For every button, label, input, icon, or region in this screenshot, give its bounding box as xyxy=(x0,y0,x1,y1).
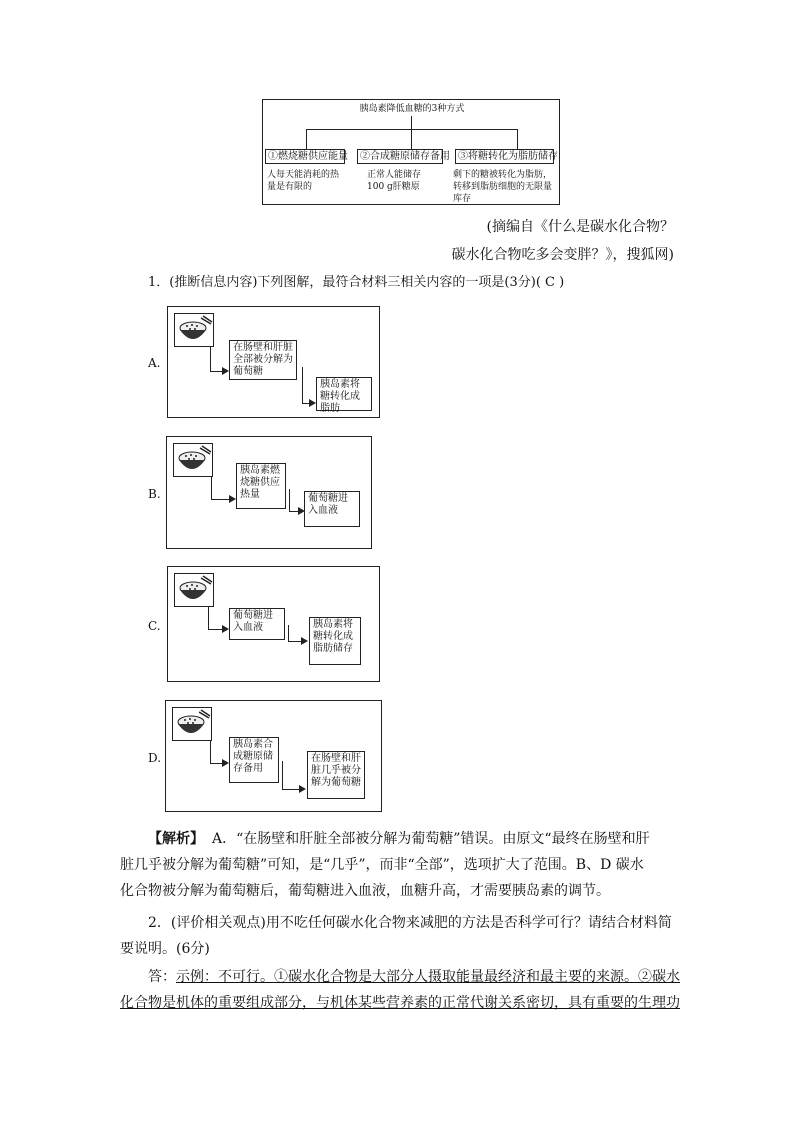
arrow-icon xyxy=(222,367,229,375)
connector xyxy=(302,367,303,403)
option-d-box-2: 在肠壁和肝脏几乎被分解为葡萄糖 xyxy=(307,751,365,799)
diagram-trunk xyxy=(411,116,412,129)
answer-prefix: 答： xyxy=(148,969,176,985)
option-d-box-1: 胰岛素合成糖原储存备用 xyxy=(229,737,279,783)
answer-line-1 xyxy=(148,964,680,990)
analysis-line-2: 脏几乎被分解为葡萄糖”可知，是“几乎”，而非“全部”，选项扩大了范围。B、D 碳水 xyxy=(120,857,644,873)
question-1: 1．(推断信息内容)下列图解，最符合材料三相关内容的一项是(3分)( C ) xyxy=(148,275,565,290)
rice-bowl-icon xyxy=(174,573,214,607)
connector xyxy=(208,607,209,629)
answer-text-1: 示例：不可行。①碳水化合物是大部分人摄取能量最经济和最主要的来源。②碳水 xyxy=(176,969,680,985)
option-c-box-1: 葡萄糖进入血液 xyxy=(229,608,285,640)
option-b-label: B. xyxy=(148,487,161,501)
rice-bowl-icon xyxy=(172,707,212,741)
option-a-label: A. xyxy=(148,356,161,370)
diagram-note-1: 人每天能消耗的热量是有限的 xyxy=(267,170,340,192)
diagram-branch-mid xyxy=(411,129,412,149)
arrow-icon xyxy=(301,637,308,645)
option-d-label: D. xyxy=(148,751,162,765)
arrow-icon xyxy=(222,759,229,767)
option-b-box-1: 胰岛素燃烧糖供应热量 xyxy=(236,463,286,509)
connector xyxy=(210,741,211,763)
rice-bowl-icon xyxy=(173,443,213,477)
top-diagram xyxy=(262,99,560,205)
connector xyxy=(211,477,212,499)
diagram-note-2: 正常人能储存100 g肝糖原 xyxy=(367,170,422,192)
option-a-diagram xyxy=(167,306,380,418)
diagram-title: 胰岛素降低血糖的3种方式 xyxy=(359,104,465,114)
option-b-box-2: 葡萄糖进入血液 xyxy=(304,491,360,527)
connector xyxy=(210,347,211,371)
arrow-icon xyxy=(309,399,316,407)
connector xyxy=(288,625,289,641)
option-c-label: C. xyxy=(148,619,161,633)
source-line-2: 碳水化合物吃多会变胖？》，搜狐网) xyxy=(451,247,674,263)
option-d-diagram xyxy=(165,700,382,812)
answer-line-2: 化合物是机体的重要组成部分，与机体某些营养素的正常代谢关系密切，具有重要的生理功 xyxy=(120,995,680,1011)
arrow-icon xyxy=(222,625,229,633)
analysis-text-1: A．“在肠壁和肝脏全部被分解为葡萄糖”错误。由原文“最终在肠壁和肝 xyxy=(212,831,650,847)
analysis-line-1 xyxy=(148,826,650,852)
diagram-branch-box-3: ③将糖转化为脂肪储存 xyxy=(455,149,554,164)
arrow-icon xyxy=(299,785,306,793)
connector xyxy=(282,761,283,789)
diagram-branch-right xyxy=(517,129,518,149)
option-b-diagram xyxy=(166,436,372,549)
analysis-tag: 【解析】 xyxy=(148,831,204,847)
source-line-1: (摘编自《什么是碳水化合物？ xyxy=(486,219,674,235)
diagram-branch-box-1: ①燃烧糖供应能量 xyxy=(265,149,345,164)
question-2-line-1: 2．(评价相关观点)用不吃任何碳水化合物来减肥的方法是否科学可行？请结合材料简 xyxy=(148,915,672,931)
rice-bowl-icon xyxy=(174,313,214,347)
connector xyxy=(211,499,231,500)
diagram-branch-box-2: ②合成糖原储存备用 xyxy=(357,149,443,164)
option-c-diagram xyxy=(167,566,380,682)
diagram-branch-left xyxy=(306,129,307,149)
connector xyxy=(289,489,290,511)
option-a-box-2: 胰岛素将糖转化成脂肪 xyxy=(316,377,372,411)
option-c-box-2: 胰岛素将糖转化成脂肪储存 xyxy=(309,617,361,665)
analysis-line-3: 化合物被分解为葡萄糖后，葡萄糖进入血液，血糖升高，才需要胰岛素的调节。 xyxy=(120,883,610,899)
arrow-icon xyxy=(229,495,236,503)
diagram-note-3: 剩下的糖被转化为脂肪，转移到脂肪细胞的无限量库存 xyxy=(453,170,553,204)
option-a-box-1: 在肠壁和肝脏全部被分解为葡萄糖 xyxy=(229,340,297,380)
question-2-line-2: 要说明。(6分) xyxy=(120,941,210,957)
